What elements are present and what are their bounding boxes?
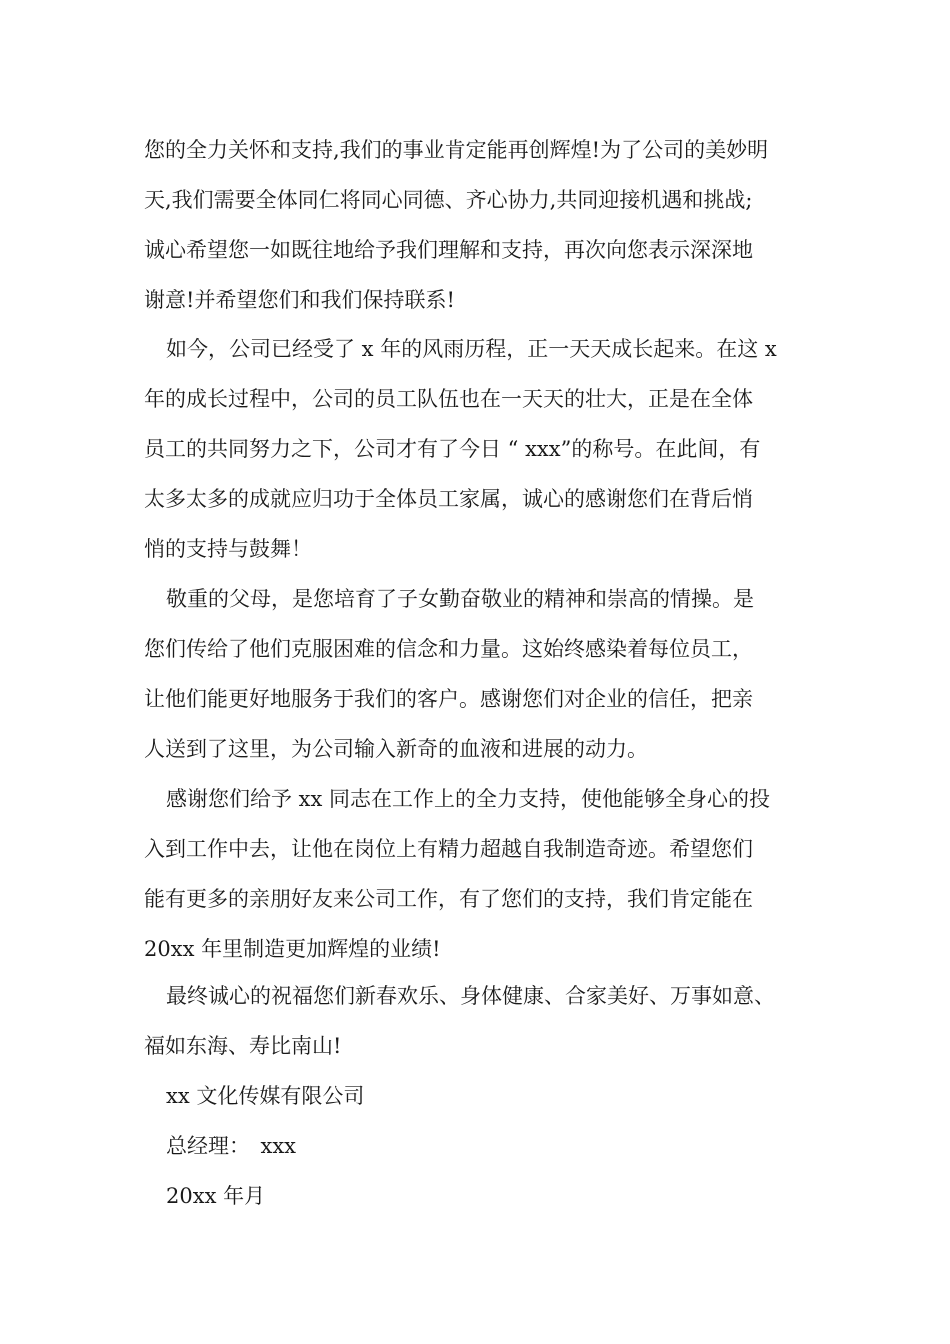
paragraph-2-line-1: 如今，公司已经受了 x 年的风雨历程，正一天天成长起来。在这 x bbox=[166, 337, 777, 361]
paragraph-3-line-2: 您们传给了他们克服困难的信念和力量。这始终感染着每位员工， bbox=[144, 637, 753, 661]
paragraph-2-line-2: 年的成长过程中，公司的员工队伍也在一天天的壮大，正是在全体 bbox=[144, 387, 753, 411]
paragraph-1-line-3: 诚心希望您一如既往地给予我们理解和支持，再次向您表示深深地 bbox=[144, 238, 753, 262]
paragraph-4-line-3: 能有更多的亲朋好友来公司工作，有了您们的支持，我们肯定能在 bbox=[144, 887, 753, 911]
paragraph-5-line-1: 最终诚心的祝福您们新春欢乐、身体健康、合家美好、万事如意、 bbox=[166, 984, 775, 1008]
signature-date: 20xx 年月 bbox=[166, 1184, 266, 1208]
paragraph-1-line-4: 谢意!并希望您们和我们保持联系! bbox=[144, 288, 455, 312]
paragraph-3-line-4: 人送到了这里，为公司输入新奇的血液和进展的动力。 bbox=[144, 737, 648, 761]
paragraph-3-line-1: 敬重的父母，是您培育了子女勤奋敬业的精神和崇高的情操。是 bbox=[166, 587, 754, 611]
paragraph-4-line-1: 感谢您们给予 xx 同志在工作上的全力支持，使他能够全身心的投 bbox=[166, 787, 771, 811]
paragraph-1-line-1: 您的全力关怀和支持,我们的事业肯定能再创辉煌!为了公司的美妙明 bbox=[144, 138, 769, 162]
paragraph-4-line-4: 20xx 年里制造更加辉煌的业绩! bbox=[144, 937, 441, 961]
paragraph-5-line-2: 福如东海、寿比南山! bbox=[144, 1034, 342, 1058]
paragraph-2-line-5: 悄的支持与鼓舞！ bbox=[144, 537, 312, 561]
paragraph-3-line-3: 让他们能更好地服务于我们的客户。感谢您们对企业的信任，把亲 bbox=[144, 687, 753, 711]
paragraph-1-line-2: 天,我们需要全体同仁将同心同德、齐心协力,共同迎接机遇和挑战; bbox=[144, 188, 753, 212]
paragraph-2-line-3: 员工的共同努力之下，公司才有了今日 “ xxx”的称号。在此间，有 bbox=[144, 437, 761, 461]
signature-company: xx 文化传媒有限公司 bbox=[166, 1084, 365, 1108]
paragraph-2-line-4: 太多太多的成就应归功于全体员工家属，诚心的感谢您们在背后悄 bbox=[144, 487, 753, 511]
signature-manager: 总经理： xxx bbox=[166, 1134, 297, 1158]
paragraph-4-line-2: 入到工作中去，让他在岗位上有精力超越自我制造奇迹。希望您们 bbox=[144, 837, 753, 861]
